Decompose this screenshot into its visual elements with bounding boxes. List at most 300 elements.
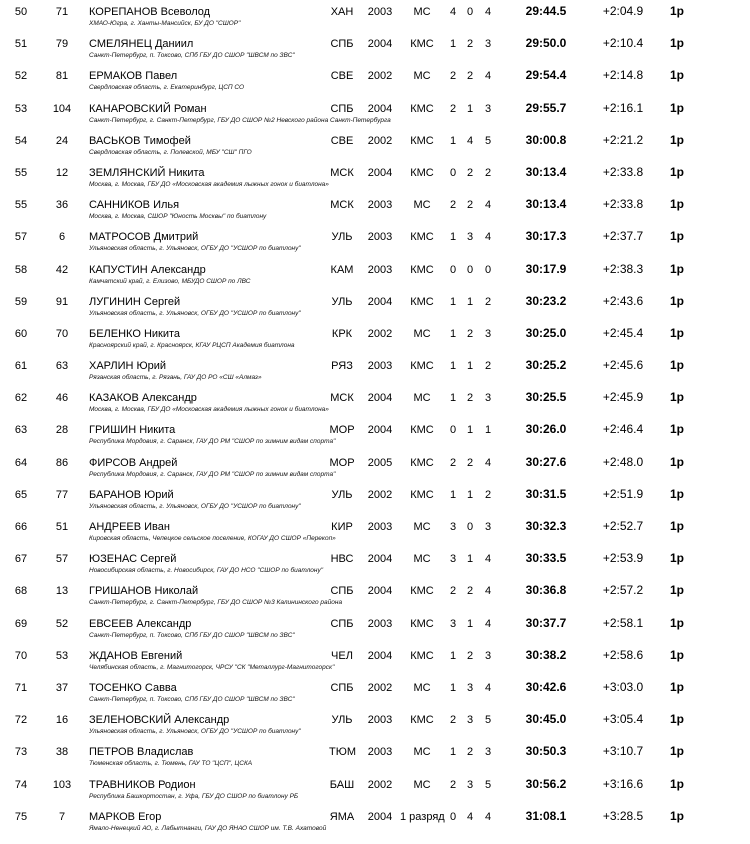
place-cell: 60 bbox=[14, 327, 28, 340]
rank-cell: КМС bbox=[410, 617, 434, 630]
shooting-1-cell: 1 bbox=[449, 295, 457, 308]
name-cell: АНДРЕЕВ Иван bbox=[89, 521, 170, 533]
region-cell: ХАН bbox=[330, 6, 354, 18]
time-behind-cell: +2:33.8 bbox=[602, 164, 644, 179]
time-cell: 30:31.5 bbox=[525, 486, 567, 501]
bib-cell: 70 bbox=[55, 327, 69, 340]
bib-cell: 28 bbox=[55, 424, 69, 437]
year-cell: 2003 bbox=[367, 231, 393, 244]
bib-cell: 46 bbox=[55, 392, 69, 405]
year-cell: 2004 bbox=[367, 424, 393, 437]
time-behind-cell: +2:53.9 bbox=[602, 551, 644, 566]
rank-cell: КМС bbox=[410, 38, 434, 51]
region-cell: ЧЕЛ bbox=[331, 649, 353, 662]
time-cell: 30:45.0 bbox=[525, 712, 567, 727]
shooting-1-cell: 1 bbox=[449, 360, 457, 373]
shooting-2-cell: 1 bbox=[466, 424, 474, 437]
shooting-total-cell: 4 bbox=[484, 199, 492, 212]
year-cell: 2004 bbox=[367, 392, 393, 405]
table-row bbox=[0, 193, 750, 225]
shooting-total-cell: 3 bbox=[484, 392, 492, 405]
time-behind-cell: +2:43.6 bbox=[602, 293, 644, 308]
bib-cell: 71 bbox=[55, 6, 69, 18]
time-behind-cell: +2:04.9 bbox=[602, 4, 644, 18]
year-cell: 2003 bbox=[367, 746, 393, 759]
category-cell: 1р bbox=[669, 551, 684, 566]
place-cell: 58 bbox=[14, 263, 28, 276]
category-cell: 1р bbox=[669, 486, 684, 501]
time-cell: 30:25.0 bbox=[525, 325, 567, 340]
region-cell: УЛЬ bbox=[331, 488, 353, 501]
table-row bbox=[0, 708, 750, 740]
shooting-total-cell: 4 bbox=[484, 810, 492, 823]
club-cell: Красноярский край, г. Красноярск, КГАУ РЦСП Академия биатлона bbox=[89, 341, 295, 349]
shooting-1-cell: 1 bbox=[449, 392, 457, 405]
year-cell: 2003 bbox=[367, 199, 393, 212]
year-cell: 2002 bbox=[367, 681, 393, 694]
bib-cell: 51 bbox=[55, 521, 69, 533]
bib-cell: 77 bbox=[55, 488, 69, 501]
category-cell: 1р bbox=[669, 4, 684, 18]
club-cell: Санкт-Петербург, п. Токсово, СПб ГБУ ДО СШОР "ШВСМ по ЗВС" bbox=[89, 695, 295, 703]
club-cell: Республика Башкортостан, г. Уфа, ГБУ ДО СШОР по биатлону РБ bbox=[89, 792, 299, 800]
region-cell: СПБ bbox=[330, 102, 354, 115]
shooting-1-cell: 0 bbox=[449, 166, 457, 179]
time-behind-cell: +2:45.4 bbox=[602, 325, 644, 340]
region-cell: МОР bbox=[329, 424, 355, 437]
time-cell: 30:13.4 bbox=[525, 164, 567, 179]
bib-cell: 81 bbox=[55, 70, 69, 83]
time-behind-cell: +2:38.3 bbox=[602, 261, 644, 276]
shooting-total-cell: 2 bbox=[484, 360, 492, 373]
shooting-total-cell: 4 bbox=[484, 585, 492, 598]
rank-cell: МС bbox=[413, 521, 431, 533]
table-row bbox=[0, 161, 750, 193]
category-cell: 1р bbox=[669, 36, 684, 51]
shooting-2-cell: 2 bbox=[466, 38, 474, 51]
club-cell: Санкт-Петербург, п. Токсово, СПб ГБУ ДО СШОР "ШВСМ по ЗВС" bbox=[89, 52, 295, 60]
year-cell: 2002 bbox=[367, 488, 393, 501]
shooting-1-cell: 0 bbox=[449, 810, 457, 823]
table-row bbox=[0, 644, 750, 676]
year-cell: 2003 bbox=[367, 617, 393, 630]
category-cell: 1р bbox=[669, 325, 684, 340]
place-cell: 65 bbox=[14, 488, 28, 501]
shooting-total-cell: 4 bbox=[484, 6, 492, 18]
category-cell: 1р bbox=[669, 519, 684, 533]
shooting-2-cell: 3 bbox=[466, 778, 474, 791]
name-cell: ЗЕМЛЯНСКИЙ Никита bbox=[89, 166, 205, 179]
rank-cell: МС bbox=[413, 327, 431, 340]
club-cell: Рязанская область, г. Рязань, ГАУ ДО РО «СШ «Алмаз» bbox=[89, 374, 262, 382]
year-cell: 2003 bbox=[367, 263, 393, 276]
bib-cell: 38 bbox=[55, 746, 69, 759]
time-behind-cell: +2:48.0 bbox=[602, 454, 644, 469]
year-cell: 2002 bbox=[367, 778, 393, 791]
name-cell: КАПУСТИН Александр bbox=[89, 263, 206, 276]
region-cell: УЛЬ bbox=[331, 295, 353, 308]
year-cell: 2003 bbox=[367, 714, 393, 727]
shooting-total-cell: 3 bbox=[484, 521, 492, 533]
table-row bbox=[0, 451, 750, 483]
club-cell: Санкт-Петербург, г. Санкт-Петербург, ГБУ ДО СШОР №2 Невского района Санкт-Петербурга bbox=[89, 116, 391, 124]
category-cell: 1р bbox=[669, 744, 684, 759]
region-cell: СПБ bbox=[330, 681, 354, 694]
rank-cell: КМС bbox=[410, 488, 434, 501]
shooting-1-cell: 2 bbox=[449, 585, 457, 598]
shooting-total-cell: 3 bbox=[484, 102, 492, 115]
shooting-total-cell: 3 bbox=[484, 649, 492, 662]
shooting-2-cell: 2 bbox=[466, 649, 474, 662]
club-cell: Москва, г. Москва, ГБУ ДО «Московская академия лыжных гонок и биатлона» bbox=[89, 180, 329, 188]
club-cell: Москва, г. Москва, ГБУ ДО «Московская академия лыжных гонок и биатлона» bbox=[89, 406, 329, 414]
time-cell: 30:27.6 bbox=[525, 454, 567, 469]
category-cell: 1р bbox=[669, 132, 684, 147]
club-cell: Челябинская область, г. Магнитогорск, ЧРСУ "СК "Металлург-Магнитогорск" bbox=[89, 663, 335, 671]
year-cell: 2004 bbox=[367, 38, 393, 51]
shooting-1-cell: 1 bbox=[449, 134, 457, 147]
rank-cell: КМС bbox=[410, 263, 434, 276]
time-behind-cell: +3:05.4 bbox=[602, 712, 644, 727]
time-cell: 30:17.3 bbox=[525, 229, 567, 244]
place-cell: 62 bbox=[14, 392, 28, 405]
table-row bbox=[0, 612, 750, 644]
category-cell: 1р bbox=[669, 164, 684, 179]
place-cell: 61 bbox=[14, 360, 28, 373]
category-cell: 1р bbox=[669, 615, 684, 630]
rank-cell: КМС bbox=[410, 424, 434, 437]
time-cell: 30:00.8 bbox=[525, 132, 567, 147]
shooting-total-cell: 5 bbox=[484, 134, 492, 147]
region-cell: НВС bbox=[330, 553, 354, 566]
bib-cell: 57 bbox=[55, 553, 69, 566]
shooting-2-cell: 1 bbox=[466, 360, 474, 373]
club-cell: Республика Мордовия, г. Саранск, ГАУ ДО РМ "СШОР по зимним видам спорта" bbox=[89, 470, 336, 478]
region-cell: СПБ bbox=[330, 617, 354, 630]
table-row bbox=[0, 0, 750, 32]
category-cell: 1р bbox=[669, 422, 684, 437]
category-cell: 1р bbox=[669, 583, 684, 598]
place-cell: 54 bbox=[14, 134, 28, 147]
time-cell: 30:13.4 bbox=[525, 197, 567, 212]
table-row bbox=[0, 64, 750, 96]
name-cell: ЕВСЕЕВ Александр bbox=[89, 617, 192, 630]
category-cell: 1р bbox=[669, 808, 684, 823]
shooting-total-cell: 4 bbox=[484, 70, 492, 83]
shooting-2-cell: 2 bbox=[466, 585, 474, 598]
shooting-2-cell: 4 bbox=[466, 134, 474, 147]
time-cell: 30:17.9 bbox=[525, 261, 567, 276]
place-cell: 66 bbox=[14, 521, 28, 533]
shooting-2-cell: 0 bbox=[466, 263, 474, 276]
name-cell: ЮЗЕНАС Сергей bbox=[89, 553, 177, 566]
region-cell: БАШ bbox=[329, 778, 355, 791]
rank-cell: МС bbox=[413, 6, 431, 18]
shooting-2-cell: 4 bbox=[466, 810, 474, 823]
bib-cell: 63 bbox=[55, 360, 69, 373]
shooting-2-cell: 2 bbox=[466, 746, 474, 759]
time-behind-cell: +2:14.8 bbox=[602, 68, 644, 83]
club-cell: Кировская область, Чепецкое сельское поселение, КОГАУ ДО СШОР «Перекоп» bbox=[89, 535, 336, 542]
category-cell: 1р bbox=[669, 261, 684, 276]
year-cell: 2004 bbox=[367, 810, 393, 823]
place-cell: 57 bbox=[14, 231, 28, 244]
year-cell: 2004 bbox=[367, 649, 393, 662]
time-behind-cell: +3:03.0 bbox=[602, 679, 644, 694]
rank-cell: МС bbox=[413, 778, 431, 791]
table-row bbox=[0, 805, 750, 837]
category-cell: 1р bbox=[669, 390, 684, 405]
place-cell: 69 bbox=[14, 617, 28, 630]
shooting-total-cell: 3 bbox=[484, 746, 492, 759]
place-cell: 55 bbox=[14, 199, 28, 212]
table-row bbox=[0, 97, 750, 129]
name-cell: СМЕЛЯНЕЦ Даниил bbox=[89, 38, 194, 51]
time-cell: 30:42.6 bbox=[525, 679, 567, 694]
shooting-2-cell: 3 bbox=[466, 681, 474, 694]
club-cell: Ульяновская область, г. Ульяновск, ОГБУ ДО "УСШОР по биатлону" bbox=[89, 245, 301, 253]
region-cell: КАМ bbox=[330, 263, 354, 276]
year-cell: 2004 bbox=[367, 166, 393, 179]
rank-cell: КМС bbox=[410, 166, 434, 179]
place-cell: 59 bbox=[14, 295, 28, 308]
place-cell: 52 bbox=[14, 70, 28, 83]
shooting-total-cell: 0 bbox=[484, 263, 492, 276]
shooting-total-cell: 4 bbox=[484, 231, 492, 244]
shooting-total-cell: 4 bbox=[484, 456, 492, 469]
place-cell: 68 bbox=[14, 585, 28, 598]
time-cell: 30:32.3 bbox=[525, 519, 567, 533]
time-behind-cell: +2:33.8 bbox=[602, 197, 644, 212]
time-cell: 30:36.8 bbox=[525, 583, 567, 598]
year-cell: 2002 bbox=[367, 70, 393, 83]
club-cell: Санкт-Петербург, г. Санкт-Петербург, ГБУ ДО СШОР №3 Калининского района bbox=[89, 599, 343, 607]
bib-cell: 86 bbox=[55, 456, 69, 469]
time-behind-cell: +2:45.6 bbox=[602, 358, 644, 373]
table-row bbox=[0, 579, 750, 611]
bib-cell: 12 bbox=[55, 166, 69, 179]
shooting-2-cell: 1 bbox=[466, 102, 474, 115]
place-cell: 53 bbox=[14, 102, 28, 115]
shooting-2-cell: 2 bbox=[466, 70, 474, 83]
table-row bbox=[0, 386, 750, 418]
category-cell: 1р bbox=[669, 358, 684, 373]
bib-cell: 91 bbox=[55, 295, 69, 308]
bib-cell: 6 bbox=[58, 231, 66, 244]
club-cell: Новосибирская область, г. Новосибирск, ГАУ ДО НСО "СШОР по биатлону" bbox=[89, 567, 324, 575]
club-cell: ХМАО-Югра, г. Ханты-Мансийск, БУ ДО "СШОР" bbox=[89, 20, 241, 27]
shooting-2-cell: 2 bbox=[466, 456, 474, 469]
name-cell: ПЕТРОВ Владислав bbox=[89, 746, 194, 759]
rank-cell: КМС bbox=[410, 295, 434, 308]
shooting-1-cell: 2 bbox=[449, 199, 457, 212]
club-cell: Москва, г. Москва, СШОР "Юность Москвы" по биатлону bbox=[89, 213, 267, 221]
name-cell: ТРАВНИКОВ Родион bbox=[89, 778, 196, 791]
club-cell: Тюменская область, г. Тюмень, ГАУ ТО "ЦСП", ЦСКА bbox=[89, 760, 253, 768]
time-behind-cell: +3:10.7 bbox=[602, 744, 644, 759]
shooting-2-cell: 1 bbox=[466, 295, 474, 308]
name-cell: ГРИШАНОВ Николай bbox=[89, 585, 199, 598]
place-cell: 73 bbox=[14, 746, 28, 759]
club-cell: Ульяновская область, г. Ульяновск, ОГБУ ДО "УСШОР по биатлону" bbox=[89, 728, 301, 736]
rank-cell: КМС bbox=[410, 456, 434, 469]
bib-cell: 79 bbox=[55, 38, 69, 51]
place-cell: 51 bbox=[14, 38, 28, 51]
shooting-1-cell: 1 bbox=[449, 649, 457, 662]
shooting-1-cell: 1 bbox=[449, 38, 457, 51]
place-cell: 70 bbox=[14, 649, 28, 662]
shooting-total-cell: 2 bbox=[484, 295, 492, 308]
region-cell: ЯМА bbox=[329, 810, 355, 823]
time-behind-cell: +2:58.6 bbox=[602, 647, 644, 662]
rank-cell: КМС bbox=[410, 360, 434, 373]
category-cell: 1р bbox=[669, 776, 684, 791]
shooting-2-cell: 2 bbox=[466, 166, 474, 179]
name-cell: ХАРЛИН Юрий bbox=[89, 360, 167, 373]
shooting-total-cell: 4 bbox=[484, 553, 492, 566]
time-cell: 30:25.5 bbox=[525, 390, 567, 405]
table-row bbox=[0, 225, 750, 257]
category-cell: 1р bbox=[669, 712, 684, 727]
table-row bbox=[0, 547, 750, 579]
name-cell: ЗЕЛЕНОВСКИЙ Александр bbox=[89, 714, 230, 727]
shooting-2-cell: 0 bbox=[466, 521, 474, 533]
place-cell: 64 bbox=[14, 456, 28, 469]
shooting-total-cell: 1 bbox=[484, 424, 492, 437]
club-cell: Ульяновская область, г. Ульяновск, ОГБУ ДО "УСШОР по биатлону" bbox=[89, 502, 301, 510]
bib-cell: 37 bbox=[55, 681, 69, 694]
time-behind-cell: +2:37.7 bbox=[602, 229, 644, 244]
table-row bbox=[0, 773, 750, 805]
shooting-1-cell: 1 bbox=[449, 327, 457, 340]
time-behind-cell: +2:58.1 bbox=[602, 615, 644, 630]
shooting-1-cell: 1 bbox=[449, 681, 457, 694]
name-cell: ЖДАНОВ Евгений bbox=[89, 649, 183, 662]
time-behind-cell: +2:51.9 bbox=[602, 486, 644, 501]
bib-cell: 104 bbox=[52, 102, 72, 115]
name-cell: ВАСЬКОВ Тимофей bbox=[89, 134, 191, 147]
region-cell: УЛЬ bbox=[331, 231, 353, 244]
name-cell: КОРЕПАНОВ Всеволод bbox=[89, 6, 211, 18]
table-row bbox=[0, 740, 750, 772]
name-cell: ЛУГИНИН Сергей bbox=[89, 295, 181, 308]
time-cell: 30:56.2 bbox=[525, 776, 567, 791]
shooting-1-cell: 3 bbox=[449, 553, 457, 566]
shooting-1-cell: 1 bbox=[449, 488, 457, 501]
table-row bbox=[0, 322, 750, 354]
place-cell: 75 bbox=[14, 810, 28, 823]
shooting-1-cell: 3 bbox=[449, 617, 457, 630]
time-cell: 29:44.5 bbox=[525, 4, 567, 18]
year-cell: 2002 bbox=[367, 134, 393, 147]
bib-cell: 24 bbox=[55, 134, 69, 147]
rank-cell: МС bbox=[413, 70, 431, 83]
shooting-1-cell: 4 bbox=[449, 6, 457, 18]
time-cell: 30:25.2 bbox=[525, 358, 567, 373]
rank-cell: МС bbox=[413, 199, 431, 212]
category-cell: 1р bbox=[669, 68, 684, 83]
table-row bbox=[0, 32, 750, 64]
shooting-2-cell: 3 bbox=[466, 231, 474, 244]
time-behind-cell: +2:52.7 bbox=[602, 519, 644, 533]
shooting-2-cell: 3 bbox=[466, 714, 474, 727]
region-cell: ТЮМ bbox=[329, 746, 356, 759]
name-cell: САННИКОВ Илья bbox=[89, 199, 180, 212]
bib-cell: 13 bbox=[55, 585, 69, 598]
time-behind-cell: +2:10.4 bbox=[602, 36, 644, 51]
place-cell: 63 bbox=[14, 424, 28, 437]
name-cell: БЕЛЕНКО Никита bbox=[89, 327, 181, 340]
shooting-1-cell: 0 bbox=[449, 424, 457, 437]
shooting-total-cell: 5 bbox=[484, 714, 492, 727]
shooting-total-cell: 4 bbox=[484, 617, 492, 630]
place-cell: 71 bbox=[14, 681, 28, 694]
club-cell: Камчатский край, г. Елизово, МБУДО СШОР по ЛВС bbox=[89, 277, 251, 285]
place-cell: 67 bbox=[14, 553, 28, 566]
table-row bbox=[0, 483, 750, 515]
club-cell: Свердловская область, г. Полевской, МБУ "СШ" ПГО bbox=[89, 148, 252, 156]
name-cell: КАНАРОВСКИЙ Роман bbox=[89, 102, 207, 115]
year-cell: 2004 bbox=[367, 102, 393, 115]
shooting-total-cell: 4 bbox=[484, 681, 492, 694]
region-cell: СВЕ bbox=[330, 70, 354, 83]
time-behind-cell: +2:57.2 bbox=[602, 583, 644, 598]
year-cell: 2003 bbox=[367, 521, 393, 533]
name-cell: ТОСЕНКО Савва bbox=[89, 681, 177, 694]
name-cell: ГРИШИН Никита bbox=[89, 424, 176, 437]
table-row bbox=[0, 129, 750, 161]
place-cell: 55 bbox=[14, 166, 28, 179]
region-cell: МСК bbox=[330, 392, 354, 405]
rank-cell: МС bbox=[413, 392, 431, 405]
region-cell: МСК bbox=[330, 199, 354, 212]
club-cell: Санкт-Петербург, п. Токсово, СПб ГБУ ДО СШОР "ШВСМ по ЗВС" bbox=[89, 631, 295, 639]
shooting-1-cell: 2 bbox=[449, 70, 457, 83]
bib-cell: 42 bbox=[55, 263, 69, 276]
time-behind-cell: +3:16.6 bbox=[602, 776, 644, 791]
year-cell: 2004 bbox=[367, 295, 393, 308]
time-cell: 30:23.2 bbox=[525, 293, 567, 308]
table-row bbox=[0, 515, 750, 547]
shooting-2-cell: 0 bbox=[466, 6, 474, 18]
place-cell: 72 bbox=[14, 714, 28, 727]
category-cell: 1р bbox=[669, 100, 684, 115]
place-cell: 50 bbox=[14, 6, 28, 18]
shooting-1-cell: 3 bbox=[449, 521, 457, 533]
shooting-1-cell: 2 bbox=[449, 102, 457, 115]
year-cell: 2004 bbox=[367, 553, 393, 566]
name-cell: КАЗАКОВ Александр bbox=[89, 392, 197, 405]
bib-cell: 36 bbox=[55, 199, 69, 212]
table-row bbox=[0, 354, 750, 386]
time-behind-cell: +2:46.4 bbox=[602, 422, 644, 437]
club-cell: Республика Мордовия, г. Саранск, ГАУ ДО РМ "СШОР по зимним видам спорта" bbox=[89, 438, 336, 446]
time-behind-cell: +2:45.9 bbox=[602, 390, 644, 405]
shooting-2-cell: 2 bbox=[466, 392, 474, 405]
club-cell: Ульяновская область, г. Ульяновск, ОГБУ ДО "УСШОР по биатлону" bbox=[89, 309, 301, 317]
name-cell: МАТРОСОВ Дмитрий bbox=[89, 231, 199, 244]
region-cell: КИР bbox=[331, 521, 353, 533]
category-cell: 1р bbox=[669, 197, 684, 212]
club-cell: Свердловская область, г. Екатеринбург, ЦСП СО bbox=[89, 84, 245, 92]
region-cell: СВЕ bbox=[330, 134, 354, 147]
name-cell: МАРКОВ Егор bbox=[89, 810, 162, 823]
rank-cell: МС bbox=[413, 681, 431, 694]
time-cell: 30:50.3 bbox=[525, 744, 567, 759]
shooting-2-cell: 1 bbox=[466, 553, 474, 566]
club-cell: Ямало-Ненецкий АО, г. Лабытнанги, ГАУ ДО ЯНАО СШОР им. Т.В. Ахатовой bbox=[89, 824, 327, 832]
time-cell: 29:55.7 bbox=[525, 100, 567, 115]
